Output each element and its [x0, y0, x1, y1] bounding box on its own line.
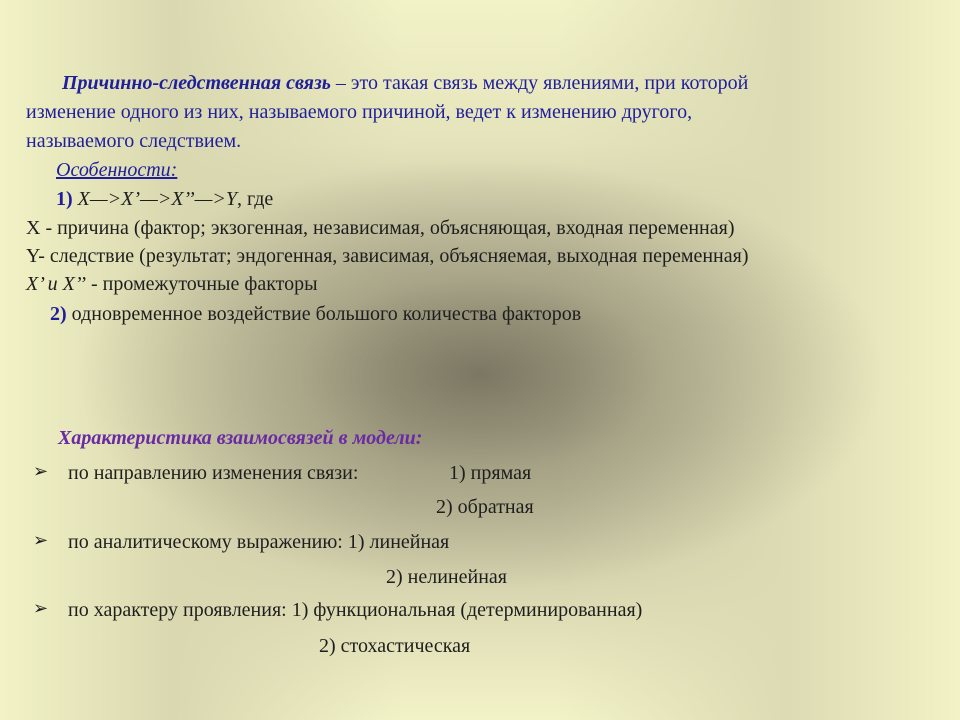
- group-1-label: по направлению изменения связи:: [68, 462, 359, 484]
- definition-line-2: изменение одного из них, называемого причиной, ведет к изменению другого,: [26, 101, 693, 123]
- group-3-label-text: по характеру проявления:: [68, 599, 287, 621]
- intermediate-text: - промежуточные факторы: [85, 273, 318, 295]
- feature-item-1-suffix: , где: [237, 188, 274, 210]
- x-definition: X - причина (фактор; экзогенная, независимая, объясняющая, входная переменная): [26, 217, 735, 239]
- arrow-bullet-icon: ➢: [33, 461, 49, 481]
- definition-line-1: [62, 71, 748, 95]
- group-2-option-2: 2) нелинейная: [386, 566, 507, 588]
- group-1-option-1: 1) прямая: [449, 462, 532, 484]
- feature-item-1: [56, 187, 273, 211]
- group-2-label-text: по аналитическому выражению:: [68, 531, 343, 553]
- definition-text: – это такая связь между явлениями, при которой: [330, 72, 749, 94]
- feature-item-1-number: 1): [56, 188, 73, 210]
- definition-line-3: называемого следствием.: [26, 130, 242, 152]
- y-definition: Y- следствие (результат; эндогенная, зависимая, объясняемая, выходная переменная): [26, 245, 749, 267]
- feature-item-2-number: 2): [50, 303, 67, 325]
- causal-chain-formula: X—>X’—>X’’—>Y: [72, 188, 238, 210]
- group-3-label: [68, 598, 642, 622]
- characteristics-heading: Характеристика взаимосвязей в модели:: [58, 427, 423, 449]
- definition-term: Причинно-следственная связь: [62, 72, 331, 94]
- group-1-option-2: 2) обратная: [436, 496, 534, 518]
- feature-item-2: [50, 302, 581, 326]
- arrow-bullet-icon: ➢: [33, 598, 49, 618]
- intermediate-factors: [26, 272, 318, 296]
- features-heading: Особенности:: [56, 159, 178, 181]
- group-2-option-1: 1) линейная: [342, 531, 450, 553]
- feature-item-2-text: одновременное воздействие большого количества факторов: [66, 303, 582, 325]
- group-3-option-2: 2) стохастическая: [319, 635, 471, 657]
- arrow-bullet-icon: ➢: [33, 530, 49, 550]
- group-2-label: [68, 530, 449, 554]
- intermediate-vars: X’ и X’’: [26, 273, 86, 295]
- group-3-option-1: 1) функциональная (детерминированная): [286, 599, 643, 621]
